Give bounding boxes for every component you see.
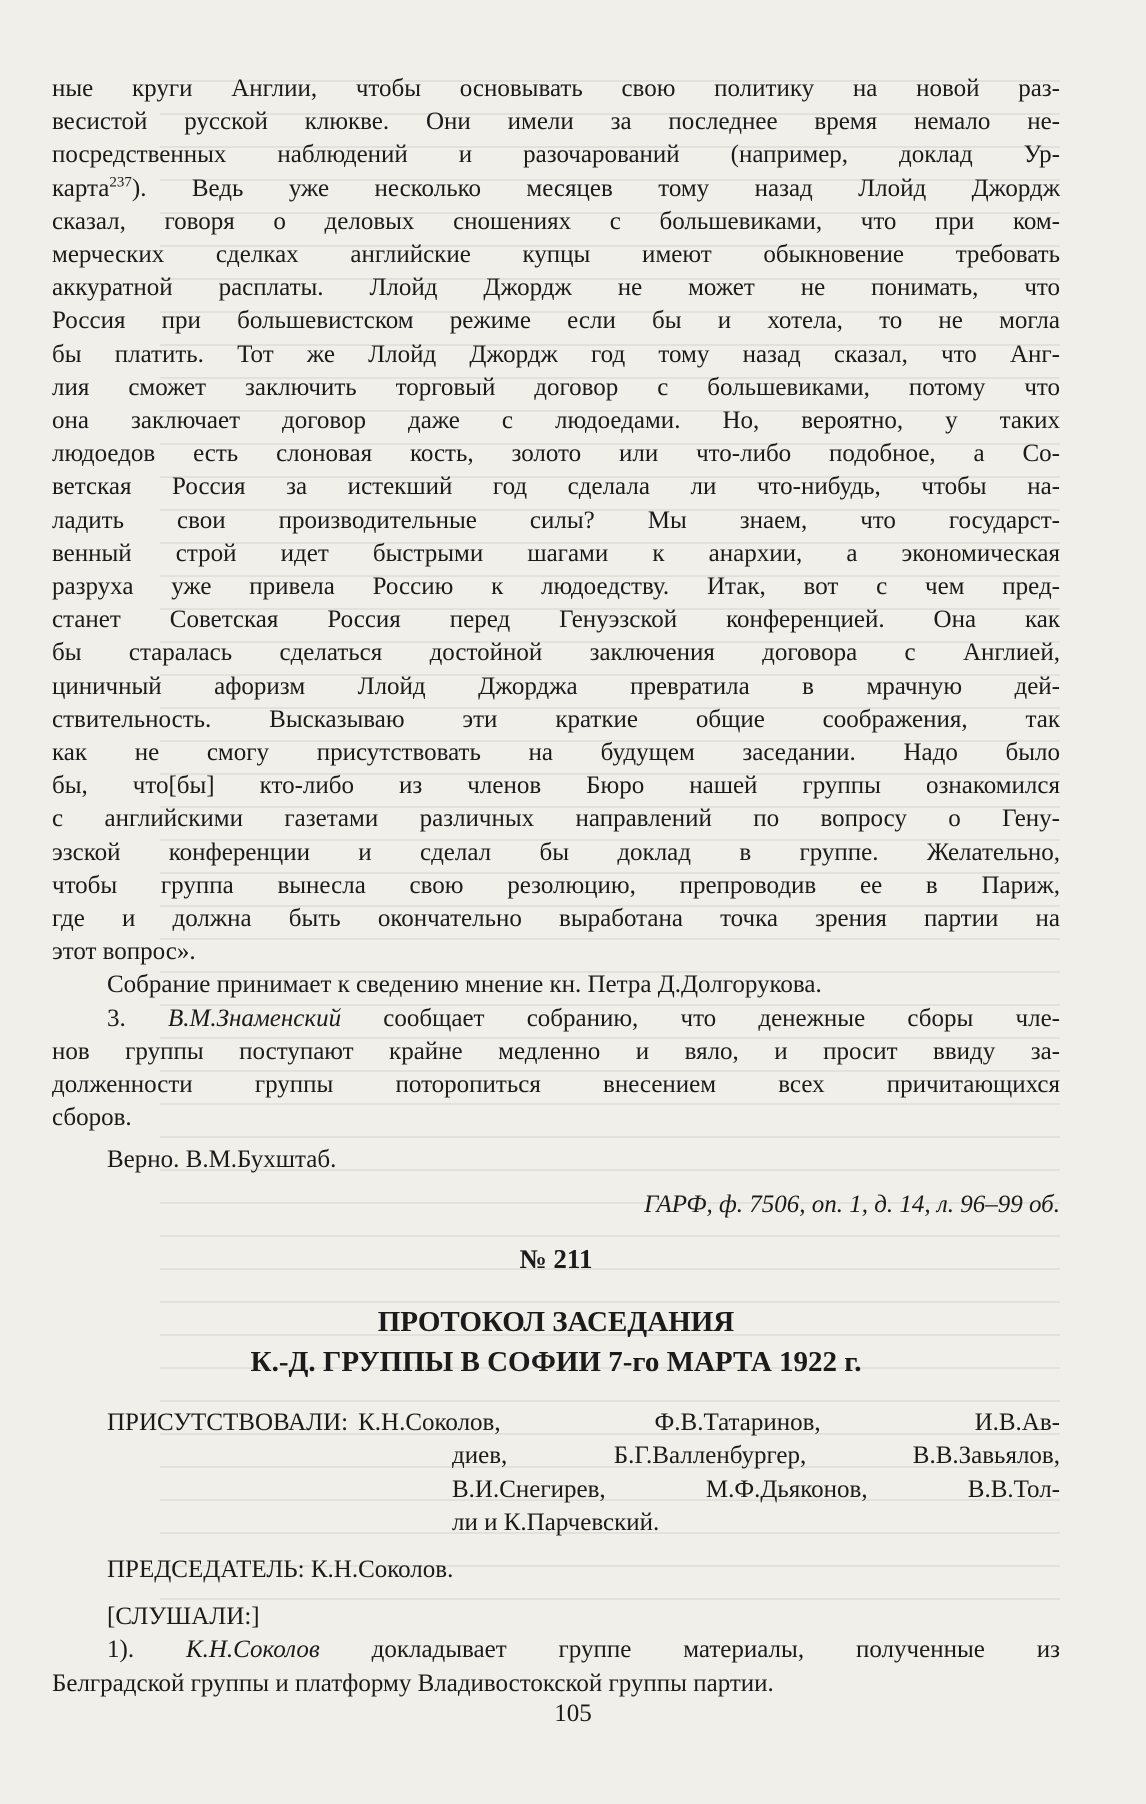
item-1-paragraph <box>52 1633 1060 1699</box>
resolution-paragraph: Собрание принимает к сведению мнение кн. Петра Д.Долгорукова. <box>107 971 822 999</box>
text-line: посредственных наблюдений и разочарований (например, доклад Ур- <box>52 141 1060 169</box>
speaker-name: В.М.Знаменский <box>167 1004 342 1032</box>
text-line <box>52 172 1060 205</box>
text-line: Белградской группы и платформу Владивостокской группы партии. <box>52 1669 774 1697</box>
text-line: Россия при большевистском режиме если бы и хотела, то не могла <box>52 307 1060 335</box>
text-line: сказал, говоря о деловых сношениях с большевиками, что при ком- <box>52 207 1060 235</box>
attendees-names <box>348 1406 1060 1439</box>
archive-source: ГАРФ, ф. 7506, оп. 1, д. 14, л. 96–99 об. <box>644 1190 1060 1218</box>
text-line: где и должна быть окончательно выработана точка зрения партии на <box>52 905 1060 933</box>
attendees-block <box>52 1406 1060 1439</box>
text-line: сборов. <box>52 1104 132 1132</box>
text-line: как не смогу присутствовать на будущем заседании. Надо было <box>52 739 1060 767</box>
text-line: станет Советская Россия перед Генуэзской конференцией. Она как <box>52 606 1060 634</box>
text-line: людоедов есть слоновая кость, золото или что-либо подобное, а Со- <box>52 440 1060 468</box>
attestation: Верно. В.М.Бухштаб. <box>107 1145 337 1173</box>
document-title: ПРОТОКОЛ ЗАСЕДАНИЯ <box>377 1306 735 1339</box>
item-number: 3. <box>107 1004 168 1032</box>
text-line: ли и К.Парчевский. <box>452 1508 660 1536</box>
attendees-label: ПРИСУТСТВОВАЛИ: <box>107 1409 349 1437</box>
text-line: чтобы группа вынесла свою резолюцию, препроводив ее в Париж, <box>52 871 1060 899</box>
text-line: долженности группы поторопиться внесением всех причитающихся <box>52 1071 1060 1099</box>
text-line: венный строй идет быстрыми шагами к анархии, а экономическая <box>52 539 1060 567</box>
text-line: с английскими газетами различных направлений по вопросу о Гену- <box>52 805 1060 833</box>
text-fragment: карта <box>52 174 110 202</box>
text-line: лия сможет заключить торговый договор с большевиками, потому что <box>52 373 1060 401</box>
text-line: К.Н.Соколов, Ф.В.Татаринов, И.В.Ав- <box>358 1409 1060 1437</box>
text-line: этот вопрос». <box>52 938 196 966</box>
text-fragment: сообщает собранию, что денежные сборы чле- <box>341 1004 1060 1032</box>
text-line: ветская Россия за истекший год сделала ли что-нибудь, чтобы на- <box>52 473 1060 501</box>
text-line: аккуратной расплаты. Ллойд Джордж не может не понимать, что <box>52 274 1060 302</box>
text-line <box>52 1633 1060 1666</box>
item-number: 1). <box>107 1636 186 1664</box>
text-line: диев, Б.Г.Валленбургер, В.В.Завьялов, <box>452 1442 1060 1470</box>
text-line: разруха уже привела Россию к людоедству. Итак, вот с чем пред- <box>52 573 1060 601</box>
chairman: ПРЕДСЕДАТЕЛЬ: К.Н.Соколов. <box>107 1555 454 1583</box>
text-line: циничный афоризм Ллойд Джорджа превратила в мрачную дей- <box>52 672 1060 700</box>
text-line: ладить свои производительные силы? Мы знаем, что государст- <box>52 506 1060 534</box>
document-page <box>52 72 1060 1700</box>
text-line: эзской конференции и сделал бы доклад в группе. Желательно, <box>52 838 1060 866</box>
heard-heading: [СЛУШАЛИ:] <box>107 1603 260 1631</box>
speaker-name: К.Н.Соколов <box>186 1636 320 1664</box>
text-line: весистой русской клюкве. Они имели за последнее время немало не- <box>52 108 1060 136</box>
text-line: бы старалась сделаться достойной заключения договора с Англией, <box>52 639 1060 667</box>
text-line: В.И.Снегирев, М.Ф.Дьяконов, В.В.Тол- <box>452 1475 1060 1503</box>
text-fragment: докладывает группе материалы, полученные из <box>319 1636 1061 1664</box>
text-fragment: ). Ведь уже несколько месяцев тому назад Ллойд Джордж <box>131 174 1060 202</box>
text-line: мерческих сделках английские купцы имеют обыкновение требовать <box>52 241 1060 269</box>
text-line: ные круги Англии, чтобы основывать свою политику на новой раз- <box>52 75 1060 102</box>
text-line: бы, что[бы] кто-либо из членов Бюро нашей группы ознакомился <box>52 772 1060 800</box>
text-line <box>52 1002 1060 1035</box>
body-paragraph <box>52 72 1060 968</box>
text-line: нов группы поступают крайне медленно и вяло, и просит ввиду за- <box>52 1037 1060 1065</box>
document-subtitle: К.-Д. ГРУППЫ В СОФИИ 7-го МАРТА 1922 г. <box>250 1346 862 1379</box>
document-number: № 211 <box>519 1243 593 1274</box>
item-3-paragraph <box>52 1002 1060 1135</box>
text-line: бы платить. Тот же Ллойд Джордж год тому назад сказал, что Анг- <box>52 340 1060 368</box>
footnote-marker: 237 <box>109 174 132 191</box>
text-line: она заключает договор даже с людоедами. Но, вероятно, у таких <box>52 407 1060 435</box>
page-number: 105 <box>554 1700 592 1727</box>
text-line: ствительность. Высказываю эти краткие общие соображения, так <box>52 705 1060 733</box>
